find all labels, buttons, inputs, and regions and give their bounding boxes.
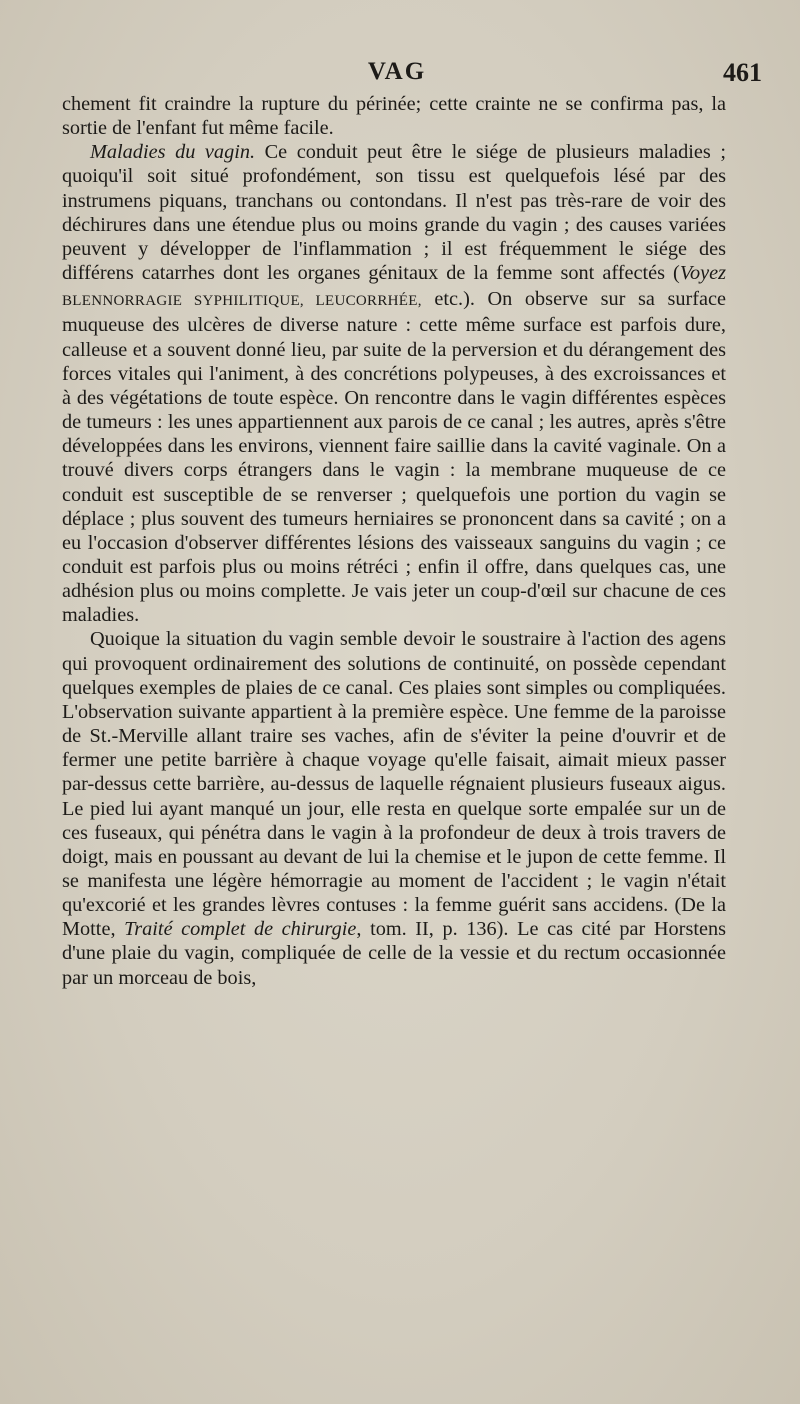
page-number: 461: [723, 58, 762, 87]
running-head: VAG: [367, 58, 427, 85]
paragraph-maladies-du-vagin: [62, 140, 726, 627]
body-text: [62, 92, 726, 990]
book-title-citation: Traité complet de chirurgie: [124, 918, 357, 941]
paragraph-text: etc.). On observe sur sa surface muqueuse des ulcères de diverse nature : cette même surface est parfois dure, calleuse et a souvent donné lieu, par suite de la perversion et du dérangement des forces vitales qui l'animent, à des concrétions polypeuses, à des excroissances et à des végétations de toute espèce. On rencontre dans le vagin différentes espèces de tumeurs : les unes appartiennent aux parois de ce canal ; les autres, après s'être développées dans les environs, viennent faire saillie dans la cavité vaginale. On a trouvé divers corps étrangers dans le vagin : la membrane muqueuse de ce conduit est susceptible de se renverser ; quelquefois une portion du vagin se déplace ; plus souvent des tumeurs herniaires se prononcent dans sa cavité ; on a eu l'occasion d'observer différentes lésions des vaisseaux sanguins du vagin ; ce conduit est parfois plus ou moins rétréci ; enfin il offre, dans quelques cas, une adhésion plus ou moins complette. Je vais jeter un coup-d'œil sur chacune de ces maladies.: [62, 288, 726, 627]
paragraph-text: chement fit craindre la rupture du périnée; cette crainte ne se confirma pas, la sortie de l'enfant fut même facile.: [62, 93, 726, 140]
cross-reference-terms: BLENNORRAGIE SYPHILITIQUE, LEUCORRHÉE,: [62, 293, 422, 310]
paragraph-continuation: [62, 92, 726, 140]
section-heading: Maladies du vagin.: [90, 141, 256, 164]
paragraph-plaies-du-vagin: [62, 627, 726, 989]
paragraph-text: Ce conduit peut être le siége de plusieurs maladies ; quoiqu'il soit situé profondément, son tissu est quelquefois lésé par des instrumens piquans, tranchans ou contondans. Il n'est pas très-rare de voir des déchirures dans une étendue plus ou moins grande du vagin ; des causes variées peuvent y développer de l'inflammation ; il est fréquemment le siége des différens catarrhes dont les organes génitaux de la femme sont affectés (: [62, 141, 726, 285]
page-header: [62, 58, 762, 92]
cross-reference-voyez: Voyez: [679, 262, 726, 285]
paragraph-text: Quoique la situation du vagin semble devoir le soustraire à l'action des agens qui provoquent ordinairement des solutions de continuité, on possède cependant quelques exemples de plaies de ce canal. Ces plaies sont simples ou compliquées. L'observation suivante appartient à la première espèce. Une femme de la paroisse de St.-Merville allant traire ses vaches, afin de s'éviter la peine d'ouvrir et de fermer une petite barrière à chaque voyage qu'elle faisait, aimait mieux passer par-dessus cette barrière, au-dessus de laquelle régnaient plusieurs fuseaux aigus. Le pied lui ayant manqué un jour, elle resta en quelque sorte empalée sur un de ces fuseaux, qui pénétra dans le vagin à la profondeur de deux à trois travers de doigt, mais en poussant au devant de lui la chemise et le jupon de cette femme. Il se manifesta une légère hémorragie au moment de l'accident ; le vagin n'était qu'excorié et les grandes lèvres contuses : la femme guérit sans accidens. (De la Motte,: [62, 628, 726, 941]
paragraph-text: , tom. II, p. 136). Le cas cité par Horstens d'une plaie du vagin, compliquée de celle de la vessie et du rectum occasionnée par un morceau de bois,: [62, 918, 727, 989]
